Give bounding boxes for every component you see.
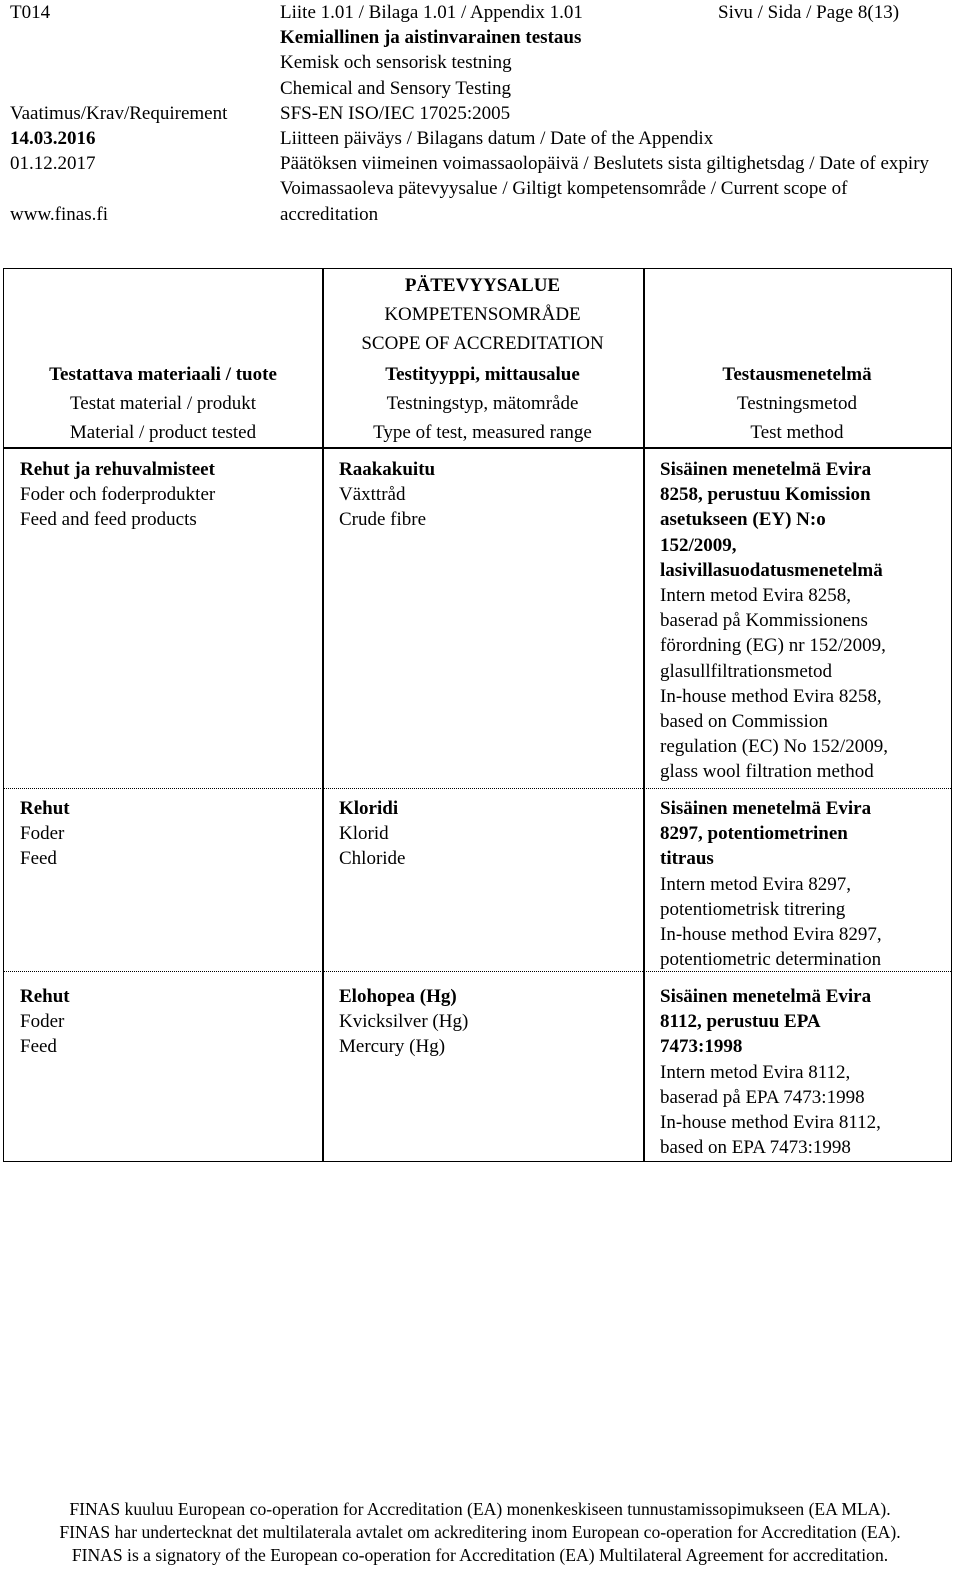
- scope-label: Voimassaoleva pätevyysalue / Giltigt kompetensområde / Current scope of accreditation: [280, 178, 848, 225]
- table-row-3-test: Elohopea (Hg) Kvicksilver (Hg) Mercury (Hg): [339, 986, 469, 1058]
- scope-table: [3, 268, 952, 1162]
- footer: [0, 1498, 960, 1567]
- footer-line-sv: FINAS har undertecknat det multilaterala avtalet om ackreditering inom European co-operation for Accreditation (EA).: [59, 1522, 901, 1542]
- footer-line-en: FINAS is a signatory of the European co-operation for Accreditation (EA) Multilateral Agreement for accreditation.: [71, 1545, 889, 1565]
- column-header-material: Testattava materiaali / tuote Testat material / produkt Material / product tested: [49, 364, 277, 443]
- appendix-date: 14.03.2016: [10, 127, 96, 149]
- expiry-date: 01.12.2017: [10, 153, 96, 175]
- table-row-2-test: Kloridi Klorid Chloride: [339, 798, 406, 870]
- table-row-1-material: Rehut ja rehuvalmisteet Foder och foderprodukter Feed and feed products: [20, 459, 216, 531]
- row-divider: [4, 788, 951, 789]
- scope-title: PÄTEVYYSALUE KOMPETENSOMRÅDE SCOPE OF ACCREDITATION: [361, 275, 604, 354]
- title-english: Chemical and Sensory Testing: [280, 77, 512, 99]
- table-row-2-method: Sisäinen menetelmä Evira 8297, potentiometrinen titraus Intern metod Evira 8297, potentiometrisk titrering In-house method Evira 8297, potentiometric determination: [660, 798, 882, 971]
- header-left-column: [10, 0, 227, 227]
- appendix-number: Liite 1.01 / Bilaga 1.01 / Appendix 1.01: [280, 2, 583, 23]
- title-swedish: Kemisk och sensorisk testning: [280, 52, 512, 74]
- expiry-label: Päätöksen viimeinen voimassaolopäivä / Beslutets sista giltighetsdag / Date of expiry: [280, 153, 930, 175]
- column-header-test-method: Testausmenetelmä Testningsmetod Test method: [722, 364, 872, 443]
- page-number: Sivu / Sida / Page 8(13): [718, 2, 900, 23]
- footer-line-fi: FINAS kuuluu European co-operation for Accreditation (EA) monenkeskiseen tunnustamissopimukseen (EA MLA).: [69, 1499, 891, 1519]
- requirement-label: Vaatimus/Krav/Requirement: [10, 102, 228, 124]
- table-row-3-method: Sisäinen menetelmä Evira 8112, perustuu EPA 7473:1998 Intern metod Evira 8112, baserad på EPA 7473:1998 In-house method Evira 8112, based on EPA 7473:1998: [660, 986, 881, 1159]
- table-row-2-material: Rehut Foder Feed: [20, 798, 70, 870]
- document-code: T014: [10, 2, 51, 23]
- table-row-1-method: Sisäinen menetelmä Evira 8258, perustuu Komission asetukseen (EY) N:o 152/2009, lasivillasuodatusmenetelmä Intern metod Evira 8258, baserad på Kommissionens förordning (EG) nr 152/2009, glasullfiltrationsmetod In-house method Evira 8258, based on Commission regulation (EC) No 152/2009, glass wool filtration method: [660, 459, 888, 783]
- table-row-1-test: Raakakuitu Växttråd Crude fibre: [339, 459, 436, 531]
- header-divider: [4, 447, 951, 449]
- website: www.finas.fi: [10, 203, 108, 225]
- header-main-column: [280, 0, 950, 227]
- column-header-test-type: Testityyppi, mittausalue Testningstyp, mätområde Type of test, measured range: [373, 364, 592, 443]
- appendix-date-label: Liitteen päiväys / Bilagans datum / Date of the Appendix: [280, 127, 714, 149]
- table-row-3-material: Rehut Foder Feed: [20, 986, 70, 1058]
- requirement-value: SFS-EN ISO/IEC 17025:2005: [280, 102, 511, 124]
- title-finnish: Kemiallinen ja aistinvarainen testaus: [280, 27, 582, 49]
